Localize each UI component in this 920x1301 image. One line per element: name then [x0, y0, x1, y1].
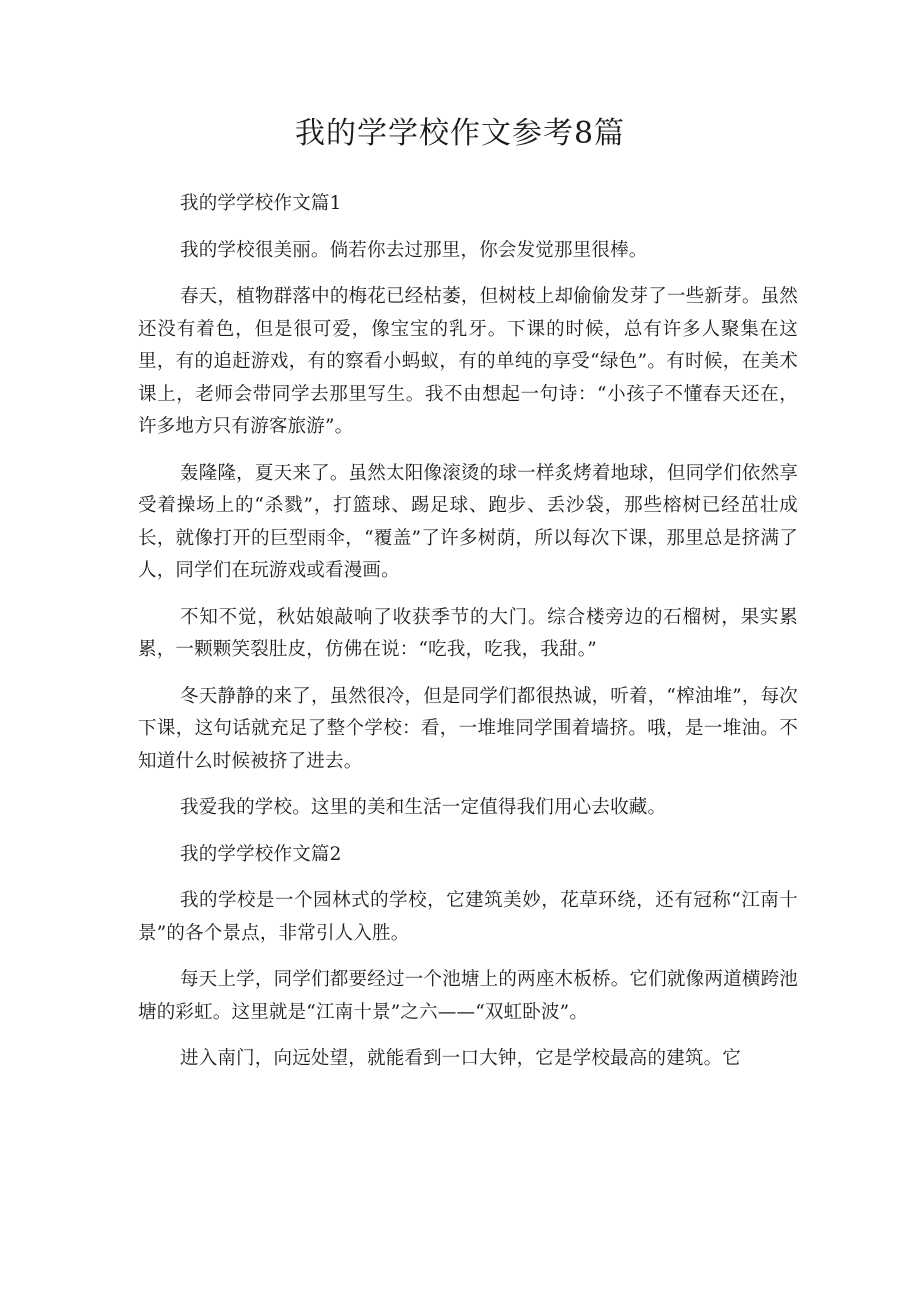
document-body	[138, 188, 798, 1090]
section-heading-1: 我的学学校作文篇1	[180, 193, 342, 214]
document-title: 我的学学校作文参考8篇	[294, 116, 626, 151]
paragraph: 我的学校是一个园林式的学校，它建筑美妙，花草环绕，还有冠称“江南十景”的各个景点，非常引人入胜。	[138, 890, 798, 944]
section-heading-2: 我的学学校作文篇2	[180, 843, 342, 865]
paragraph: 春天，植物群落中的梅花已经枯萎，但树枝上却偷偷发芽了一些新芽。虽然还没有着色，但是很可爱，像宝宝的乳牙。下课的时候，总有许多人聚集在这里，有的追赶游戏，有的察看小蚂蚁，有的单纯的享受“绿色”。有时候，在美术课上，老师会带同学去那里写生。我不由想起一句诗：“小孩子不懂春天还在，许多地方只有游客旅游”。	[138, 286, 798, 437]
paragraph: 轰隆隆，夏天来了。虽然太阳像滚烫的球一样炙烤着地球，但同学们依然享受着操场上的“杀戮”，打篮球、踢足球、跑步、丢沙袋，那些榕树已经茁壮成长，就像打开的巨型雨伞，“覆盖”了许多树荫，所以每次下课，那里总是挤满了人，同学们在玩游戏或看漫画。	[138, 462, 798, 581]
paragraph: 冬天静静的来了，虽然很冷，但是同学们都很热诚，听着，“榨油堆”，每次下课，这句话就充足了整个学校：看，一堆堆同学围着墙挤。哦，是一堆油。不知道什么时候被挤了进去。	[138, 685, 798, 772]
paragraph: 我的学校很美丽。倘若你去过那里，你会发觉那里很棒。	[180, 239, 648, 261]
paragraph: 每天上学，同学们都要经过一个池塘上的两座木板桥。它们就像两道横跨池塘的彩虹。这里就是“江南十景”之六——“双虹卧波”。	[138, 969, 798, 1023]
paragraph: 我爱我的学校。这里的美和生活一定值得我们用心去收藏。	[180, 797, 667, 818]
paragraph: 不知不觉，秋姑娘敲响了收获季节的大门。综合楼旁边的石榴树，果实累累，一颗颗笑裂肚皮，仿佛在说：“吃我，吃我，我甜。”	[138, 606, 798, 660]
paragraph: 进入南门，向远处望，就能看到一口大钟，它是学校最高的建筑。它	[180, 1048, 742, 1069]
